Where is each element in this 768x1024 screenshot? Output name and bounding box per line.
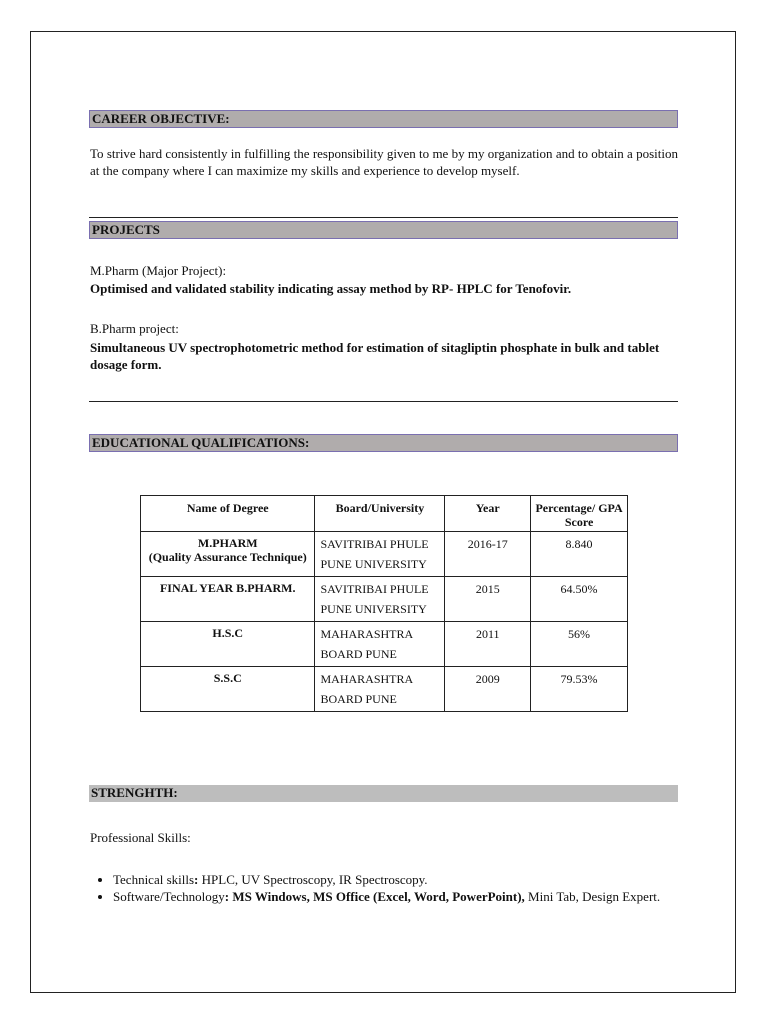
divider	[89, 217, 678, 218]
board-line-1: SAVITRIBAI PHULE	[320, 537, 429, 551]
table-header-row	[141, 496, 628, 532]
degree-name: H.S.C	[212, 626, 244, 640]
skill-text: Mini Tab, Design Expert.	[524, 889, 661, 904]
degree-cell	[141, 622, 315, 667]
column-header: Board/University	[315, 496, 445, 532]
score-cell: 79.53%	[531, 667, 628, 712]
list-item	[113, 888, 701, 905]
degree-name: FINAL YEAR B.PHARM.	[159, 581, 296, 595]
career-objective-heading: CAREER OBJECTIVE:	[89, 110, 678, 128]
column-header: Name of Degree	[141, 496, 315, 532]
year-cell: 2009	[445, 667, 531, 712]
board-line-2: PUNE UNIVERSITY	[320, 602, 427, 616]
degree-name: M.PHARM	[197, 536, 258, 550]
board-cell	[315, 532, 445, 577]
skills-list	[90, 871, 701, 905]
table-row	[141, 622, 628, 667]
projects-heading: PROJECTS	[89, 221, 678, 239]
board-line-2: BOARD PUNE	[320, 647, 397, 661]
degree-subtitle: (Quality Assurance Technique)	[148, 550, 307, 564]
bpharm-project-title: Simultaneous UV spectrophotometric method for estimation of sitagliptin phosphate in bulk and tablet dosage form.	[90, 340, 660, 372]
professional-skills-label: Professional Skills:	[90, 830, 191, 845]
board-line-1: SAVITRIBAI PHULE	[320, 582, 429, 596]
score-cell: 64.50%	[531, 577, 628, 622]
table-row	[141, 577, 628, 622]
board-cell	[315, 577, 445, 622]
board-line-2: BOARD PUNE	[320, 692, 397, 706]
education-heading: EDUCATIONAL QUALIFICATIONS:	[89, 434, 678, 452]
table-row	[141, 532, 628, 577]
table-row	[141, 667, 628, 712]
score-cell: 56%	[531, 622, 628, 667]
board-line-2: PUNE UNIVERSITY	[320, 557, 427, 571]
degree-cell	[141, 577, 315, 622]
year-cell: 2011	[445, 622, 531, 667]
board-line-1: MAHARASHTRA	[320, 672, 414, 686]
divider	[89, 401, 678, 402]
year-cell: 2016-17	[445, 532, 531, 577]
skill-bold-text: : MS Windows, MS Office (Excel, Word, PowerPoint),	[224, 889, 525, 904]
mpharm-project-label: M.Pharm (Major Project):	[90, 263, 227, 278]
degree-cell	[141, 667, 315, 712]
board-line-1: MAHARASHTRA	[320, 627, 414, 641]
degree-cell	[141, 532, 315, 577]
skill-separator: :	[194, 872, 199, 887]
skill-text: HPLC, UV Spectroscopy, IR Spectroscopy.	[198, 872, 428, 887]
bpharm-project-label: B.Pharm project:	[90, 321, 179, 336]
career-objective-text: To strive hard consistently in fulfilling the responsibility given to me by my organization and to obtain a position at the company where I can maximize my skills and experience to develop myself.	[90, 146, 678, 178]
list-item	[113, 871, 701, 888]
degree-name: S.S.C	[213, 671, 242, 685]
column-header: Year	[445, 496, 531, 532]
column-header: Percentage/ GPA Score	[531, 496, 628, 532]
skill-label: Technical skills	[113, 872, 195, 887]
strength-heading: STRENGHTH:	[89, 785, 678, 802]
year-cell: 2015	[445, 577, 531, 622]
skill-label: Software/Technology	[113, 889, 225, 904]
score-cell: 8.840	[531, 532, 628, 577]
mpharm-project-title: Optimised and validated stability indicating assay method by RP- HPLC for Tenofovir.	[90, 281, 572, 296]
board-cell	[315, 622, 445, 667]
board-cell	[315, 667, 445, 712]
education-table	[140, 495, 628, 712]
